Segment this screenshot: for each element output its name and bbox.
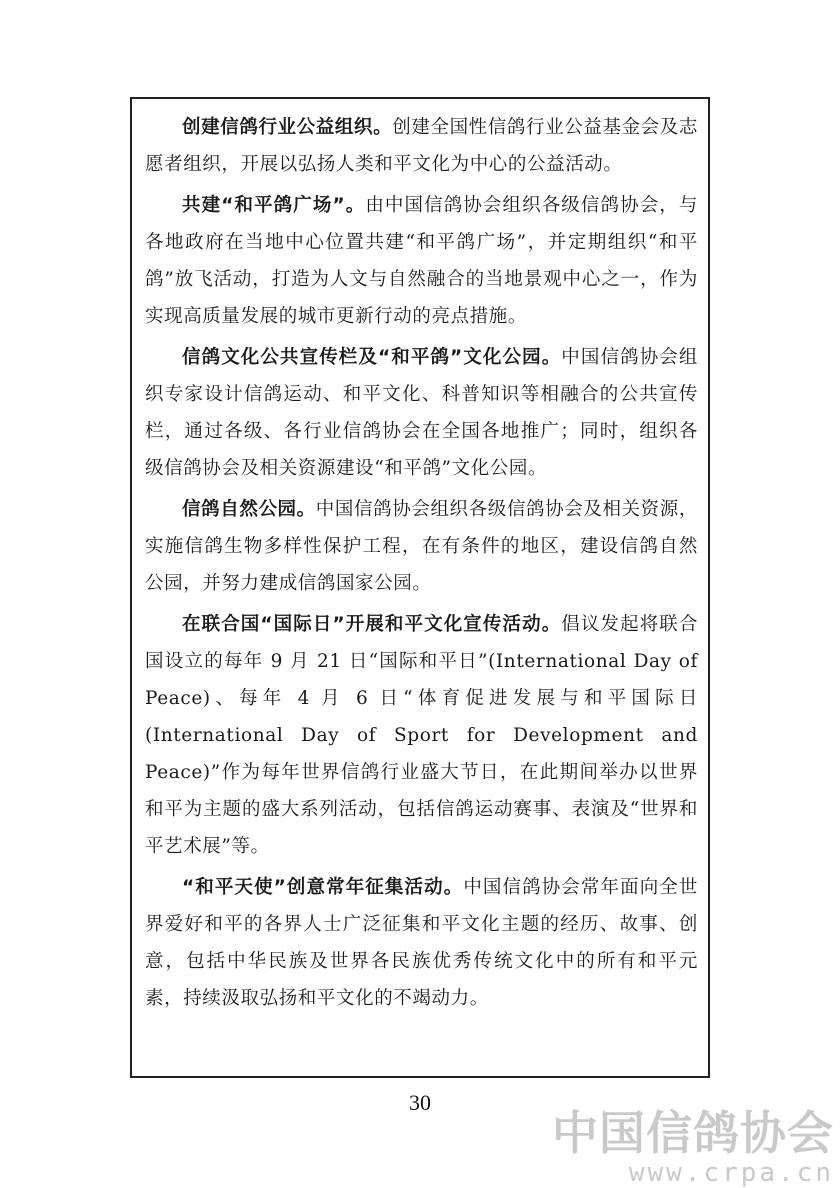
paragraph-nature-park — [145, 491, 698, 602]
paragraph-heading: “和平天使”创意常年征集活动。 — [182, 877, 464, 898]
paragraph-heading: 信鸽自然公园。 — [182, 499, 316, 520]
paragraph-peace-dove-square — [145, 187, 698, 335]
content-frame — [130, 97, 710, 1078]
paragraph-body: 中国信鸽协会组织专家设计信鸽运动、和平文化、科普知识等相融合的公共宣传栏，通过各级、各行业信鸽协会在全国各地推广；同时，组织各级信鸽协会及相关资源建设“和平鸽”文化公园。 — [145, 347, 698, 479]
paragraph-heading: 创建信鸽行业公益组织。 — [182, 117, 393, 138]
paragraph-peace-angel — [145, 869, 698, 1017]
paragraph-international-days — [145, 606, 698, 865]
paragraph-public-welfare-org — [145, 109, 698, 183]
paragraph-body: 倡议发起将联合国设立的每年 9 月 21 日“国际和平日”(International Day of Peace)、每年 4 月 6 日“体育促进发展与和平国际日(International Day of Sport for Development and Peace)”作为每年世界信鸽行业盛大节日，在此期间举办以世界和平为主题的盛大系列活动，包括信鸽运动赛事、表演及“世界和平艺术展”等。 — [145, 614, 698, 857]
paragraph-heading: 在联合国“国际日”开展和平文化宣传活动。 — [182, 614, 562, 635]
page-number: 30 — [409, 1090, 431, 1115]
watermark-url: www.crpa.cn — [628, 1158, 834, 1188]
paragraph-heading: 共建“和平鸽广场”。 — [182, 195, 366, 216]
watermark-logo-text: 中国信鸽协会 — [552, 1106, 834, 1160]
paragraph-body: 创建全国性信鸽行业公益基金会及志愿者组织，开展以弘扬人类和平文化为中心的公益活动。 — [145, 117, 698, 175]
paragraph-culture-park — [145, 339, 698, 487]
paragraph-body: 中国信鸽协会常年面向全世界爱好和平的各界人士广泛征集和平文化主题的经历、故事、创意，包括中华民族及世界各民族优秀传统文化中的所有和平元素，持续汲取弘扬和平文化的不竭动力。 — [145, 877, 699, 1009]
paragraph-heading: 信鸽文化公共宣传栏及“和平鸽”文化公园。 — [182, 347, 562, 368]
paragraph-body: 由中国信鸽协会组织各级信鸽协会，与各地政府在当地中心位置共建“和平鸽广场”，并定期组织“和平鸽”放飞活动，打造为人文与自然融合的当地景观中心之一，作为实现高质量发展的城市更新行动的亮点措施。 — [145, 195, 698, 327]
watermark — [552, 1108, 834, 1188]
paragraph-body: 中国信鸽协会组织各级信鸽协会及相关资源，实施信鸽生物多样性保护工程，在有条件的地区，建设信鸽自然公园，并努力建成信鸽国家公园。 — [145, 499, 698, 594]
